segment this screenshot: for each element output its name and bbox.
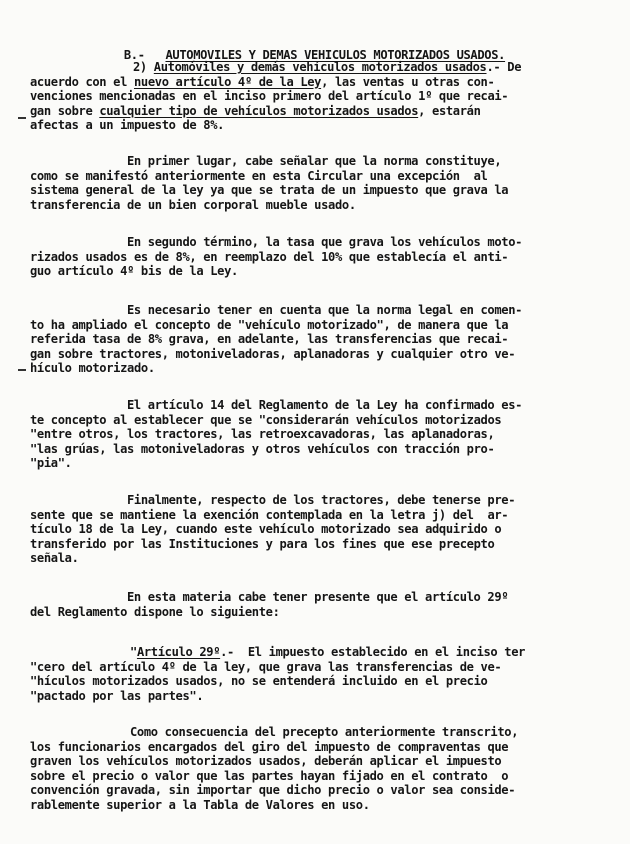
text-line xyxy=(30,347,515,361)
text-segment: Como consecuencia del precepto anteriormente transcrito, xyxy=(130,725,519,739)
text-line xyxy=(30,427,494,441)
text-line xyxy=(30,754,501,768)
text-segment: del Reglamento dispone lo siguiente: xyxy=(30,604,280,619)
text-segment: transferencia de un bien corporal mueble usado. xyxy=(30,197,356,212)
text-line xyxy=(30,169,487,183)
text-segment: transferido por las Instituciones y para los fines que ese precepto xyxy=(30,536,495,551)
text-segment: "pia". xyxy=(30,456,72,471)
text-segment: gan sobre xyxy=(30,103,100,118)
text-segment: referida tasa de 8% grava, en adelante, las transferencias que recai- xyxy=(30,332,509,347)
underlined-text: Automóviles y demás vehículos motorizados usados xyxy=(153,60,487,74)
text-line xyxy=(30,740,508,754)
text-segment: " xyxy=(130,645,137,659)
text-line xyxy=(30,89,508,103)
text-segment: El artículo 14 del Reglamento de la Ley ha confirmado es- xyxy=(127,398,523,412)
text-line xyxy=(30,605,280,619)
text-segment: acuerdo con el xyxy=(30,74,134,89)
text-segment: "entre otros, los tractores, las retroexcavadoras, las aplanadoras, xyxy=(30,427,495,442)
text-line xyxy=(30,689,203,703)
text-segment: te concepto al establecer que se "considerarán vehículos motorizados xyxy=(30,412,502,427)
text-segment: "las grúas, las motoniveladoras y otros vehículos con tracción pro- xyxy=(30,441,495,456)
text-line xyxy=(30,442,494,456)
text-segment: sente que se mantiene la exención contemplada en la letra j) del ar- xyxy=(30,507,509,522)
text-segment: como se manifestó anteriormente en esta Circular una excepción al xyxy=(30,168,488,183)
text-line xyxy=(30,361,155,375)
text-segment: hículo motorizado. xyxy=(30,361,155,376)
text-segment: tículo 18 de la Ley, cuando este vehículo motorizado sea adquirido o xyxy=(30,522,502,537)
text-line xyxy=(30,118,224,132)
text-segment: "pactado por las partes". xyxy=(30,688,204,703)
text-line xyxy=(30,250,508,264)
text-line xyxy=(130,645,525,659)
text-segment: gan sobre tractores, motoniveladoras, aplanadoras y cualquier otro ve- xyxy=(30,346,516,361)
text-line xyxy=(30,198,356,212)
margin-mark xyxy=(18,117,26,119)
text-segment: "cero del artículo 4º de la ley, que grava las transferencias de ve- xyxy=(30,659,502,674)
text-segment: , estarán xyxy=(418,103,481,118)
section-title: AUTOMOVILES Y DEMAS VEHICULOS MOTORIZADOS USADOS. xyxy=(165,48,506,62)
text-line xyxy=(30,413,501,427)
section-number: B.- xyxy=(123,48,145,62)
text-line xyxy=(127,154,501,168)
text-segment: En primer lugar, cabe señalar que la norma constituye, xyxy=(127,154,502,168)
text-segment: venciones mencionadas en el inciso primero del artículo 1º que recai- xyxy=(30,89,509,104)
text-line xyxy=(30,508,508,522)
text-segment: convención gravada, sin importar que dicho precio o valor sea conside- xyxy=(30,783,516,798)
margin-mark xyxy=(18,369,26,371)
text-line xyxy=(130,725,518,739)
text-line xyxy=(30,456,72,470)
text-line xyxy=(30,783,515,797)
text-line xyxy=(30,332,508,346)
text-segment: graven los vehículos motorizados usados, deberán aplicar el impuesto xyxy=(30,754,502,769)
text-segment: .- El impuesto establecido en el inciso ter xyxy=(220,645,526,659)
text-segment: guo artículo 4º bis de la Ley. xyxy=(30,264,238,279)
text-line xyxy=(30,660,501,674)
text-segment: , las ventas u otras con- xyxy=(321,74,495,89)
text-line xyxy=(30,264,238,278)
text-line xyxy=(30,674,487,688)
text-segment: sobre el precio o valor que las partes hayan fijado en el contrato o xyxy=(30,768,509,783)
text-line xyxy=(127,493,515,507)
text-line xyxy=(30,769,508,783)
text-segment: afectas a un impuesto de 8%. xyxy=(30,118,225,133)
text-line xyxy=(127,398,522,412)
text-segment: En esta materia cabe tener presente que el artículo 29º xyxy=(127,590,509,604)
text-segment: Finalmente, respecto de los tractores, debe tenerse pre- xyxy=(127,493,516,507)
text-segment: to ha ampliado el concepto de "vehículo motorizado", de manera que la xyxy=(30,317,509,332)
text-line xyxy=(133,60,521,74)
text-line xyxy=(30,798,370,812)
text-segment: los funcionarios encargados del giro del impuesto de compraventas que xyxy=(30,739,509,754)
text-line xyxy=(30,522,501,536)
text-line xyxy=(30,537,494,551)
text-segment: "hículos motorizados usados, no se entenderá incluido en el precio xyxy=(30,674,488,689)
underlined-text: Artículo 29º xyxy=(136,645,221,659)
text-line xyxy=(30,75,494,89)
text-line xyxy=(30,183,508,197)
underlined-text: nuevo artículo 4º de la Ley xyxy=(133,74,322,89)
text-segment: sistema general de la ley ya que se trata de un impuesto que grava la xyxy=(30,183,509,198)
text-line xyxy=(127,303,522,317)
text-segment: Es necesario tener en cuenta que la norma legal en comen- xyxy=(127,303,523,317)
text-line xyxy=(30,104,481,118)
section-heading xyxy=(110,34,505,62)
text-segment: rizados usados es de 8%, en reemplazo del 10% que establecía el anti- xyxy=(30,249,509,264)
text-line xyxy=(30,551,79,565)
text-segment: rablemente superior a la Tabla de Valores en uso. xyxy=(30,798,370,812)
text-line xyxy=(127,590,508,604)
text-segment: 2) xyxy=(133,60,154,74)
underlined-text: cualquier tipo de vehículos motorizados usados xyxy=(99,103,419,118)
text-line xyxy=(127,235,522,249)
text-segment: En segundo término, la tasa que grava los vehículos moto- xyxy=(127,235,523,249)
text-segment: .- De xyxy=(486,60,522,74)
text-line xyxy=(30,318,508,332)
text-segment: señala. xyxy=(30,551,79,566)
